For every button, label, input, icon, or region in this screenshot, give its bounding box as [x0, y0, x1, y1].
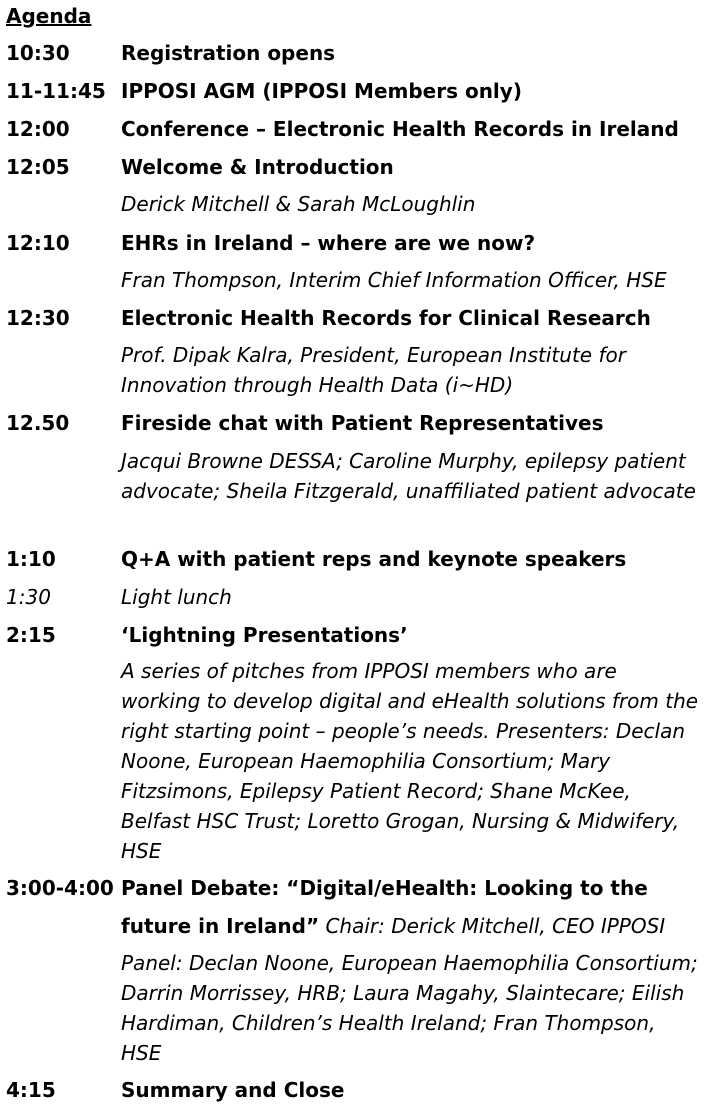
agenda-detail: Derick Mitchell & Sarah McLoughlin — [121, 192, 476, 216]
agenda-title: Registration opens — [121, 41, 336, 65]
agenda-detail: Fran Thompson, Interim Chief Information Officer, HSE — [121, 268, 667, 292]
agenda-title: Conference – Electronic Health Records in Ireland — [121, 117, 679, 141]
agenda-time: 12:10 — [6, 231, 70, 255]
agenda-title: Electronic Health Records for Clinical Research — [121, 306, 651, 330]
agenda-title: Panel Debate: “Digital/eHealth: Looking to the — [121, 876, 648, 900]
agenda-title: EHRs in Ireland – where are we now? — [121, 231, 536, 255]
agenda-time: 12:30 — [6, 306, 70, 330]
agenda-time: 3:00-4:00 — [6, 876, 114, 900]
agenda-title: Summary and Close — [121, 1078, 345, 1102]
agenda-time: 4:15 — [6, 1078, 56, 1102]
agenda-title: ‘Lightning Presentations’ — [121, 623, 408, 647]
agenda-detail: Prof. Dipak Kalra, President, European Institute for Innovation through Health Data (i~HD) — [121, 343, 626, 397]
agenda-time: 2:15 — [6, 623, 56, 647]
agenda-time: 1:30 — [6, 585, 51, 609]
agenda-chair: Chair: Derick Mitchell, CEO IPPOSI — [319, 914, 666, 938]
agenda-title: Q+A with patient reps and keynote speakers — [121, 547, 627, 571]
agenda-time: 1:10 — [6, 547, 56, 571]
agenda-detail: A series of pitches from IPPOSI members who are working to develop digital and eHealth solutions from the right starting point – people’s needs. Presenters: Declan Noone, European Haemophilia Consortium; Mary Fitzsimons, Epilepsy Patient Record; Shane McKee, Belfast HSC Trust; Loretto Grogan, Nursing & Midwifery, HSE — [121, 659, 699, 863]
agenda-time: 12.50 — [6, 411, 70, 435]
agenda-title: Light lunch — [121, 585, 232, 609]
agenda-title: IPPOSI AGM (IPPOSI Members only) — [121, 79, 522, 103]
agenda-detail: Panel: Declan Noone, European Haemophilia Consortium; Darrin Morrissey, HRB; Laura Magahy, Slaintecare; Eilish Hardiman, Children’s Health Ireland; Fran Thompson, HSE — [121, 951, 698, 1065]
agenda-title-continued — [121, 912, 665, 940]
agenda-title: Welcome & Introduction — [121, 155, 394, 179]
agenda-time: 12:00 — [6, 117, 70, 141]
agenda-title: Fireside chat with Patient Representatives — [121, 411, 604, 435]
agenda-detail: Jacqui Browne DESSA; Caroline Murphy, epilepsy patient advocate; Sheila Fitzgerald, unaffiliated patient advocate — [121, 449, 696, 503]
agenda-time: 11-11:45 — [6, 79, 106, 103]
agenda-time: 12:05 — [6, 155, 70, 179]
agenda-time: 10:30 — [6, 41, 70, 65]
agenda-title-line2: future in Ireland” — [121, 914, 320, 938]
agenda-heading: Agenda — [6, 4, 92, 28]
